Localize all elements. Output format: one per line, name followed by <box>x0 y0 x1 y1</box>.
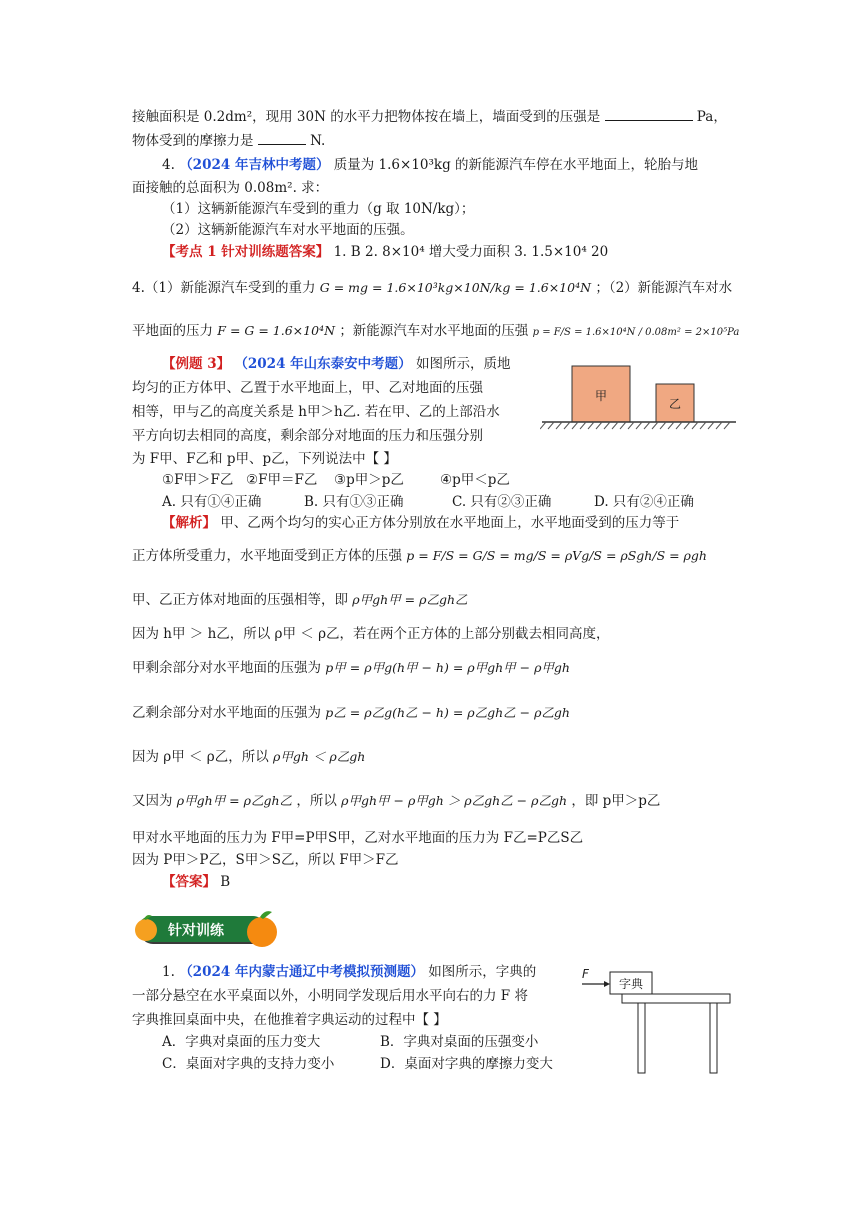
analysis-line10: 因为 P甲＞P乙，S甲＞S乙，所以 F甲＞F乙 <box>132 852 399 868</box>
practice1-line3: 字典推回桌面中央，在他推着字典运动的过程中【 】 <box>132 1012 447 1028</box>
example3-choice-c[interactable]: C. 只有②③正确 <box>452 494 552 510</box>
example3-line5: 为 F甲、F乙和 p甲、p乙，下列说法中【 】 <box>132 451 397 467</box>
orange-left-icon <box>135 919 157 941</box>
practice1-choice-d[interactable]: D．桌面对字典的摩擦力变大 <box>380 1056 553 1072</box>
table-leg-left <box>638 1003 645 1073</box>
force-formula: F = G = 1.6×10⁴N <box>217 323 336 338</box>
pressure-formula: p = F/S = 1.6×10⁴N / 0.08m² = 2×10⁵Pa <box>532 327 740 338</box>
answer-blank-friction[interactable] <box>258 130 306 145</box>
analysis-line7: 因为 ρ甲 ＜ ρ乙，所以 ρ甲gh ＜ ρ乙gh <box>132 749 366 765</box>
q4-line2: 面接触的总面积为 0.08m². 求： <box>132 180 329 196</box>
example3-line4: 平方向切去相同的高度，剩余部分对地面的压力和压强分别 <box>132 428 483 444</box>
q4-solution-line2: 平地面的压力 F = G = 1.6×10⁴N ；新能源汽车对水平地面的压强 p = F/S = 1.6×10⁴N / 0.08m² = 2×10⁵Pa <box>132 323 740 339</box>
prev-question-line2: 物体受到的摩擦力是 N. <box>132 130 325 151</box>
gravity-formula: G = mg = 1.6×10³kg×10N/kg = 1.6×10⁴N <box>319 280 592 295</box>
analysis-line8: 又因为 ρ甲gh甲 = ρ乙gh乙 ，所以 ρ甲gh甲 − ρ甲gh ＞ ρ乙gh乙 − ρ乙gh ，即 p甲＞p乙 <box>132 793 661 809</box>
example3-choice-b[interactable]: B. 只有①③正确 <box>304 494 404 510</box>
example3-statement-1: ①F甲＞F乙 <box>162 472 234 488</box>
example3-line1: 【例题 3】 （2024 年山东泰安中考题） 如图所示，质地 <box>162 356 511 372</box>
cube-jia-label: 甲 <box>594 389 608 403</box>
dictionary-label: 字典 <box>618 977 644 991</box>
answer-blank-pressure[interactable] <box>605 106 693 121</box>
arrow-head-icon <box>604 981 610 987</box>
badge-text: 针对训练 <box>168 923 224 939</box>
analysis-line4: 因为 h甲 ＞ h乙，所以 ρ甲 ＜ ρ乙，若在两个正方体的上部分别截去相同高度， <box>132 626 610 642</box>
answer-value: B <box>220 874 231 890</box>
example3-choice-d[interactable]: D. 只有②④正确 <box>594 494 694 510</box>
example3-statement-2: ②F甲＝F乙 <box>246 472 318 488</box>
practice1-choice-b[interactable]: B．字典对桌面的压强变小 <box>380 1034 539 1050</box>
q4-solution-line1: 4.（1）新能源汽车受到的重力 G = mg = 1.6×10³kg×10N/kg = 1.6×10⁴N ；（2）新能源汽车对水 <box>132 280 733 296</box>
training-answers: 【考点 1 针对训练题答案】 1. B 2. 8×10⁴ 增大受力面积 3. 1.5×10⁴ 20 <box>162 244 609 260</box>
ground-hatch <box>540 422 730 429</box>
cube-yi-label: 乙 <box>668 397 682 411</box>
table-top <box>622 994 730 1003</box>
analysis-line5: 甲剩余部分对水平地面的压强为 p甲 = ρ甲g(h甲 − h) = ρ甲gh甲 − ρ甲gh <box>132 660 570 676</box>
force-label: F <box>582 967 589 981</box>
analysis-line6: 乙剩余部分对水平地面的压强为 p乙 = ρ乙g(h乙 − h) = ρ乙gh乙 − ρ乙gh <box>132 705 570 721</box>
table-leg-right <box>710 1003 717 1073</box>
q4-line1: 4. （2024 年吉林中考题） 质量为 1.6×10³kg 的新能源汽车停在水平地面上，轮胎与地 <box>162 157 699 173</box>
example3-statement-3: ③p甲＞p乙 <box>334 472 404 488</box>
example3-line3: 相等，甲与乙的高度关系是 h甲＞h乙. 若在甲、乙的上部沿水 <box>132 404 500 420</box>
cubes-figure <box>540 360 740 430</box>
practice1-line2: 一部分悬空在水平桌面以外，小明同学发现后用水平向右的力 F 将 <box>132 988 528 1004</box>
example3-line2: 均匀的正方体甲、乙置于水平地面上，甲、乙对地面的压强 <box>132 380 483 396</box>
q4-sub2: （2）这辆新能源汽车对水平地面的压强。 <box>162 222 414 238</box>
orange-right-icon <box>247 917 277 947</box>
practice1-choice-c[interactable]: C．桌面对字典的支持力变小 <box>162 1056 335 1072</box>
q4-sub1: （1）这辆新能源汽车受到的重力（g 取 10N/kg）； <box>162 201 475 217</box>
analysis-line2: 正方体所受重力，水平地面受到正方体的压强 p = F/S = G/S = mg/S = ρVg/S = ρSgh/S = ρgh <box>132 548 707 564</box>
dictionary-figure <box>578 964 738 1084</box>
analysis-line9: 甲对水平地面的压力为 F甲=P甲S甲，乙对水平地面的压力为 F乙=P乙S乙 <box>132 830 584 846</box>
analysis-line1: 【解析】 甲、乙两个均匀的实心正方体分别放在水平地面上，水平地面受到的压力等于 <box>162 515 680 531</box>
prev-question-line1: 接触面积是 0.2dm²，现用 30N 的水平力把物体按在墙上，墙面受到的压强是 Pa， <box>132 106 727 127</box>
practice1-line1: 1. （2024 年内蒙古通辽中考模拟预测题） 如图所示，字典的 <box>162 964 537 980</box>
answer-line: 【答案】 B <box>162 874 231 890</box>
analysis-line3: 甲、乙正方体对地面的压强相等，即 ρ甲gh甲 = ρ乙gh乙 <box>132 592 468 608</box>
practice1-choice-a[interactable]: A．字典对桌面的压力变大 <box>162 1034 321 1050</box>
example3-choice-a[interactable]: A. 只有①④正确 <box>162 494 262 510</box>
practice-badge <box>132 908 280 952</box>
q4-source: （2024 年吉林中考题） <box>179 157 330 173</box>
example3-statement-4: ④p甲＜p乙 <box>440 472 510 488</box>
